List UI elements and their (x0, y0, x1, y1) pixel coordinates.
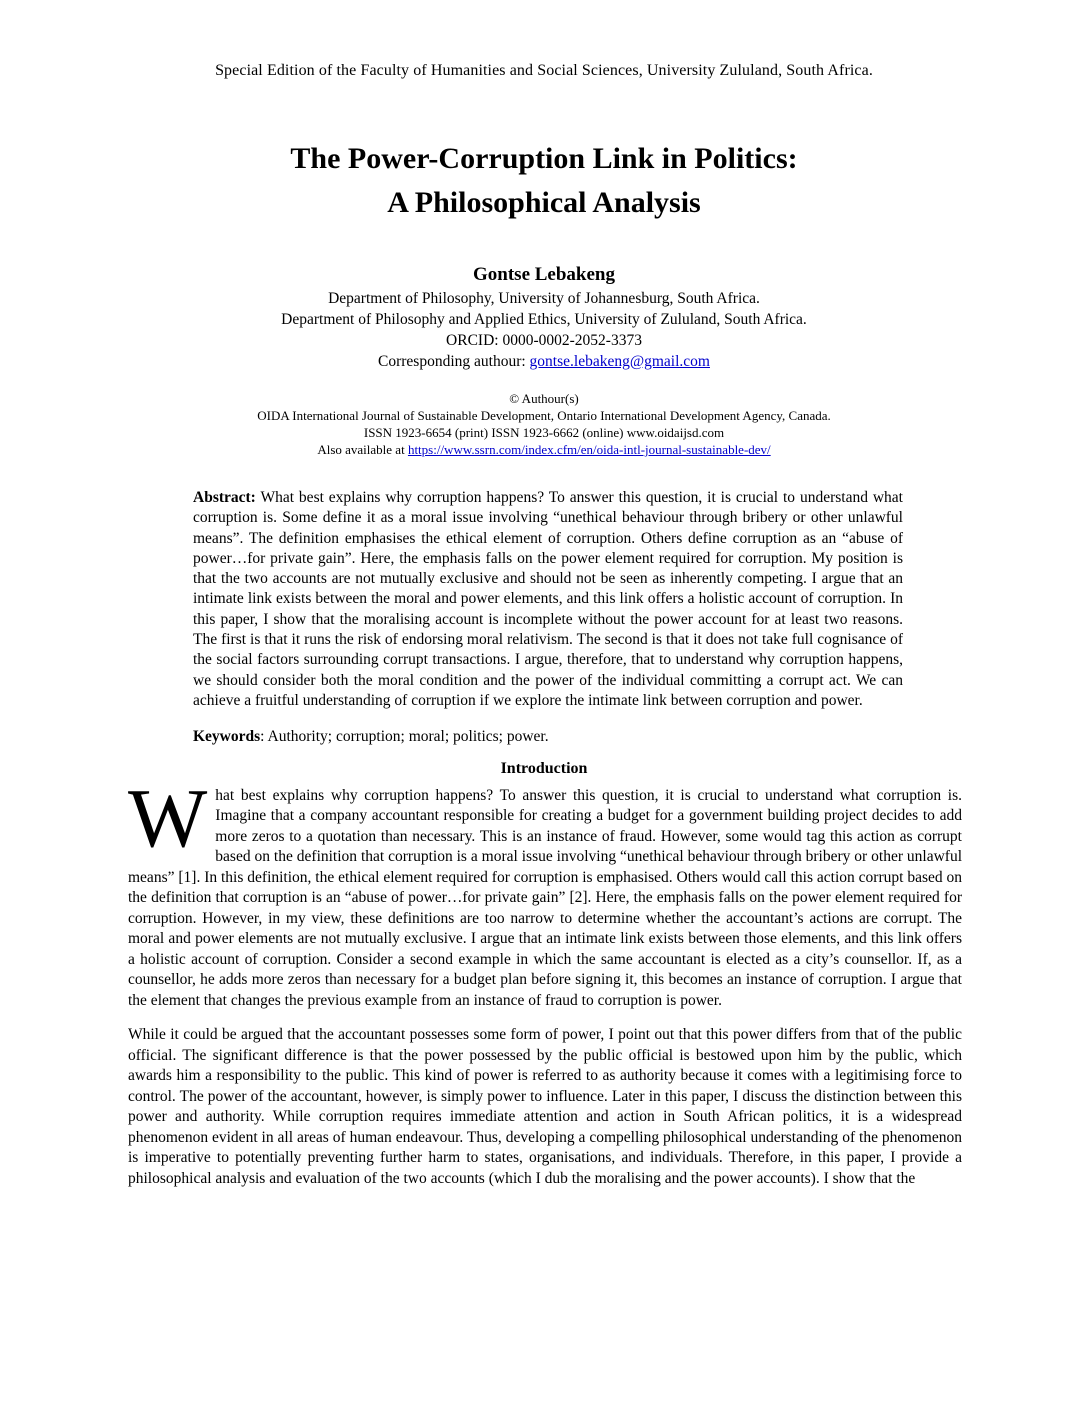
journal-line: OIDA International Journal of Sustainable Development, Ontario International Development Agency, Canada. (257, 408, 831, 423)
author-affiliation-1: Department of Philosophy, University of Johannesburg, South Africa. (328, 290, 760, 307)
introduction-paragraph-2: While it could be argued that the accountant possesses some form of power, I point out that this power differs from that of the public official. The significant difference is that the power possessed by the public official is bestowed upon him by the public, which awards him a responsibility to the public. This kind of power is referred to as authority because it comes with a legitimising force to control. The power of the accountant, however, is simply power to influence. Later in this paper, I discuss the distinction between this power and authority. While corruption requires immediate attention and action in South African politics, it is a widespread phenomenon evident in all areas of human endeavour. Thus, developing a compelling philosophical understanding of the phenomenon is imperative to potentially preventing further harm to states, organisations, and individuals. Therefore, in this paper, I provide a philosophical analysis and evaluation of the two accounts (which I dub the moralising and the power accounts). I show that the (128, 1026, 962, 1187)
author-name: Gontse Lebakeng (473, 264, 615, 285)
paper-title-line1: The Power-Corruption Link in Politics: (290, 142, 798, 175)
introduction-heading: Introduction (500, 759, 588, 777)
introduction-paragraph-1-text: hat best explains why corruption happens? To answer this question, it is crucial to understand what corruption is. Imagine that a company accountant responsible for creating a budget for a government building project decides to add more zeros to a quotation than necessary. This is an instance of fraud. However, some would tag this action as corrupt based on the definition that corruption is a moral issue involving “unethical behaviour through bribery or other unlawful means” [1]. In this definition, the ethical element required for corruption is emphasised. Others would call this action corrupt based on the definition that corruption is an “abuse of power…for private gain” [2]. Here, the emphasis falls on the power element required for corruption. However, in my view, these definitions are too narrow to determine whether the accountant’s actions are corrupt. The moral and power elements are not mutually exclusive. I argue that an intimate link exists between those elements, and this link offers a holistic account of corruption. Consider a second example in which the same accountant is elected as a city’s counsellor. If, as a counsellor, he adds more zeros than necessary for a budget plan before signing it, this becomes an instance of corruption. I argue that the element that changes the previous example from an instance of fraud to corruption is power. (128, 786, 962, 1009)
publisher-block (0, 390, 1088, 458)
corresponding-label: Corresponding authour: (378, 353, 530, 370)
availability-label: Also available at (317, 442, 408, 457)
author-orcid: ORCID: 0000-0002-2052-3373 (446, 332, 642, 349)
copyright-line: © Authour(s) (509, 391, 579, 406)
availability-line (0, 441, 1088, 458)
introduction-paragraph-1 (128, 771, 962, 1012)
dropcap-letter: W (128, 771, 208, 865)
journal-url-link[interactable]: https://www.ssrn.com/index.cfm/en/oida-intl-journal-sustainable-dev/ (407, 442, 771, 457)
issn-line: ISSN 1923-6654 (print) ISSN 1923-6662 (online) www.oidaijsd.com (363, 425, 725, 440)
paper-title (0, 137, 1088, 224)
keywords-label: Keywords (193, 728, 261, 746)
corresponding-line (0, 351, 1088, 372)
abstract-label: Abstract: (193, 489, 256, 506)
edition-note: Special Edition of the Faculty of Humanities and Social Sciences, University Zululand, South Africa. (215, 62, 873, 79)
keywords-text: : Authority; corruption; moral; politics; power. (260, 728, 549, 746)
abstract-paragraph (193, 488, 903, 711)
corresponding-email-link[interactable]: gontse.lebakeng@gmail.com (529, 353, 710, 370)
keywords-line (193, 727, 903, 747)
author-affiliation-2: Department of Philosophy and Applied Ethics, University of Zululand, South Africa. (281, 311, 807, 328)
author-block (0, 264, 1088, 372)
abstract-text: What best explains why corruption happens? To answer this question, it is crucial to understand what corruption is. Some define it as a moral issue involving “unethical behaviour through bribery or other unlawful means”. The definition emphasises the ethical element of corruption. Others define corruption as an “abuse of power…for private gain”. Here, the emphasis falls on the power element required for corruption. My position is that the two accounts are not mutually exclusive and should not be seen as inherently competing. I argue that an intimate link exists between the moral and power elements, and this link offers a holistic account of corruption. In this paper, I show that the moralising account is incomplete without the power account for at least two reasons. The first is that it runs the risk of endorsing moral relativism. The second is that it does not take full cognisance of the social factors surrounding corrupt transactions. I argue, therefore, that to understand why corruption happens, we should consider both the moral condition and the power of the individual committing a corrupt act. We can achieve a fruitful understanding of corruption if we explore the intimate link between corruption and power. (193, 489, 903, 709)
paper-title-line2: A Philosophical Analysis (387, 185, 701, 219)
